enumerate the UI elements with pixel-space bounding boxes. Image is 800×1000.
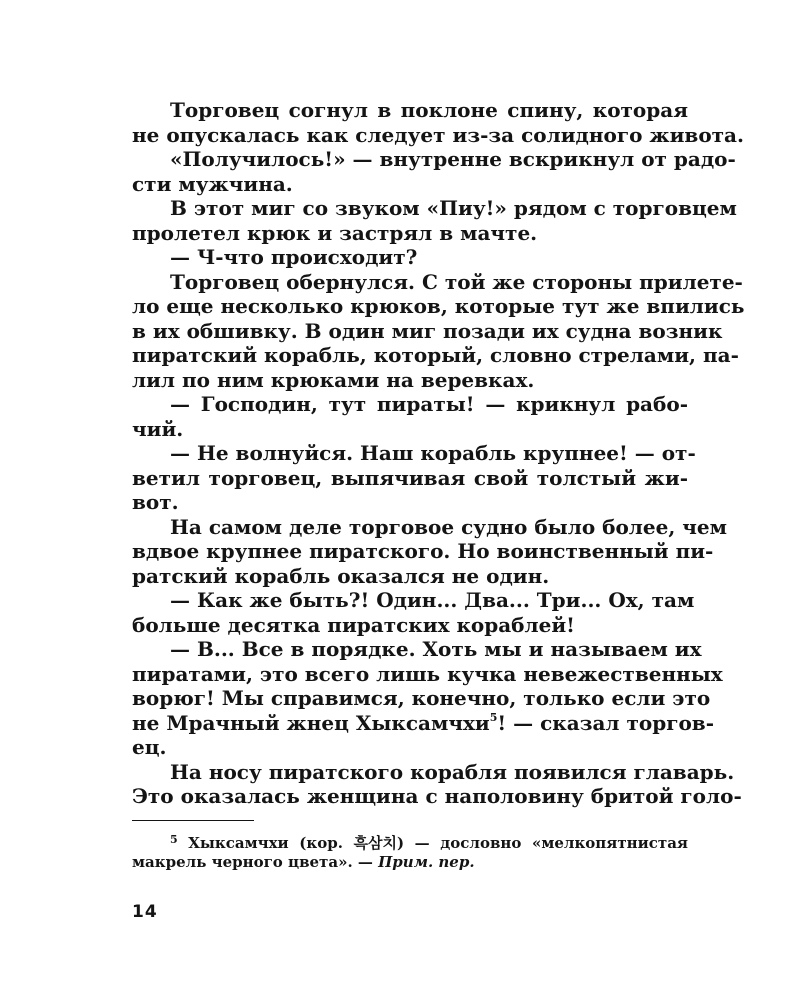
footnote-line xyxy=(132,828,688,851)
text-line: больше десятка пиратских кораблей! xyxy=(132,612,575,637)
text-fragment: ! — сказал торгов- xyxy=(497,710,714,735)
text-line: На самом деле торговое судно было более, чем xyxy=(170,514,728,539)
text-line: — Господин, тут пираты! — крикнул рабо- xyxy=(170,392,688,416)
footnote-reference[interactable]: 5 xyxy=(489,710,498,724)
body-text xyxy=(132,98,745,809)
text-line: — В... Все в порядке. Хоть мы и называем их xyxy=(170,637,702,661)
text-line: пиратский корабль, который, словно стрелами, па- xyxy=(132,343,739,367)
text-line: сти мужчина. xyxy=(132,171,293,196)
text-line: ец. xyxy=(132,735,167,759)
translator-note-label: Прим. пер. xyxy=(378,853,475,871)
text-fragment: не Мрачный жнец Хыксамчхи xyxy=(132,710,490,735)
footnote-dash: — xyxy=(352,853,379,871)
text-line: не опускалась как следует из-за солидного живота. xyxy=(132,122,744,147)
footnote-divider xyxy=(132,820,254,821)
text-line: ворюг! Мы справимся, конечно, только если это xyxy=(132,686,711,710)
page-number: 14 xyxy=(132,902,158,922)
text-line: Торговец согнул в поклоне спину, которая xyxy=(170,98,688,122)
text-line: пиратами, это всего лишь кучка невежественных xyxy=(132,661,723,686)
text-line: — Ч-что происходит? xyxy=(170,245,418,269)
text-line: ло еще несколько крюков, которые тут же впились xyxy=(132,294,745,318)
text-line: в их обшивку. В один миг позади их судна возник xyxy=(132,318,723,343)
text-line: вдвое крупнее пиратского. Но воинственный пи- xyxy=(132,539,714,563)
footnote-block xyxy=(132,828,688,874)
text-line-with-footnote-ref xyxy=(132,710,714,736)
footnote-line xyxy=(132,851,688,874)
text-line: пролетел крюк и застрял в мачте. xyxy=(132,220,538,245)
text-line: В этот миг со звуком «Пиу!» рядом с торговцем xyxy=(170,196,737,220)
text-line: На носу пиратского корабля появился главарь. xyxy=(170,759,735,784)
text-line: ратский корабль оказался не один. xyxy=(132,563,550,588)
text-line: Это оказалась женщина с наполовину бритой голо- xyxy=(132,784,742,808)
text-line: Торговец обернулся. С той же стороны прилете- xyxy=(170,269,743,294)
footnote-text: макрель черного цвета». xyxy=(132,853,353,871)
footnote-text: Хыксамчхи (кор. 흑삼치) — дословно «мелкопятнистая xyxy=(188,834,688,852)
text-line: «Получилось!» — внутренне вскрикнул от радо- xyxy=(170,147,736,171)
footnote-number: 5 xyxy=(170,833,178,846)
text-line: ветил торговец, выпячивая свой толстый жи- xyxy=(132,465,688,490)
text-line: лил по ним крюками на веревках. xyxy=(132,367,535,392)
text-line: — Как же быть?! Один... Два... Три... Ох, там xyxy=(170,588,695,612)
text-line: чий. xyxy=(132,416,184,441)
text-line: вот. xyxy=(132,490,179,514)
text-line: — Не волнуйся. Наш корабль крупнее! — от- xyxy=(170,441,696,465)
